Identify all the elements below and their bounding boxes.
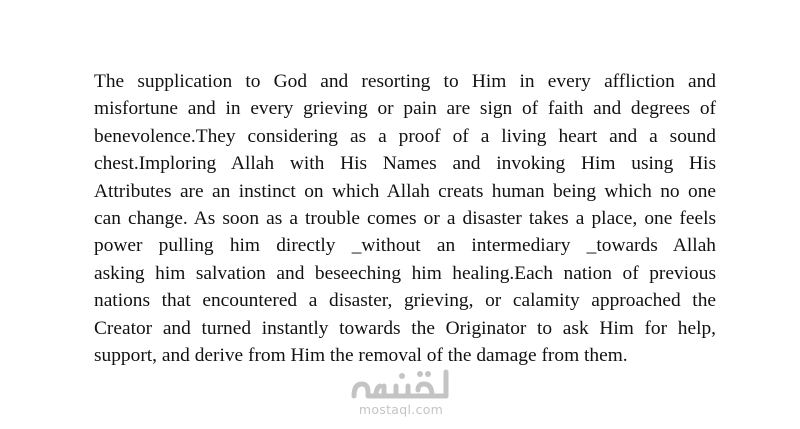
paragraph-line: support, and derive from Him the removal of the damage from them. <box>94 344 628 366</box>
paragraph-line: can change. As soon as a trouble comes or a disaster takes a place, one feels <box>94 207 716 229</box>
paragraph-line: Creator and turned instantly towards the Originator to ask Him for help, <box>94 317 716 339</box>
watermark-domain: mostaql.com <box>358 402 444 417</box>
paragraph-line: asking him salvation and beseeching him healing.Each nation of previous <box>94 262 716 284</box>
paragraph-line: nations that encountered a disaster, grieving, or calamity approached the <box>94 290 716 312</box>
mostaql-watermark <box>336 362 466 422</box>
paragraph-line: The supplication to God and resorting to Him in every affliction and <box>94 71 716 92</box>
paragraph-line: power pulling him directly _without an intermediary _towards Allah <box>94 235 716 257</box>
paragraph-line: Attributes are an instinct on which Allah creats human being which no one <box>94 180 716 202</box>
paragraph-line: benevolence.They considering as a proof of a living heart and a sound <box>94 125 716 147</box>
document-paragraph <box>94 68 716 369</box>
mostaql-logo-icon <box>336 362 466 404</box>
paragraph-line: misfortune and in every grieving or pain are sign of faith and degrees of <box>94 98 716 120</box>
paragraph-line: chest.Imploring Allah with His Names and invoking Him using His <box>94 153 716 175</box>
